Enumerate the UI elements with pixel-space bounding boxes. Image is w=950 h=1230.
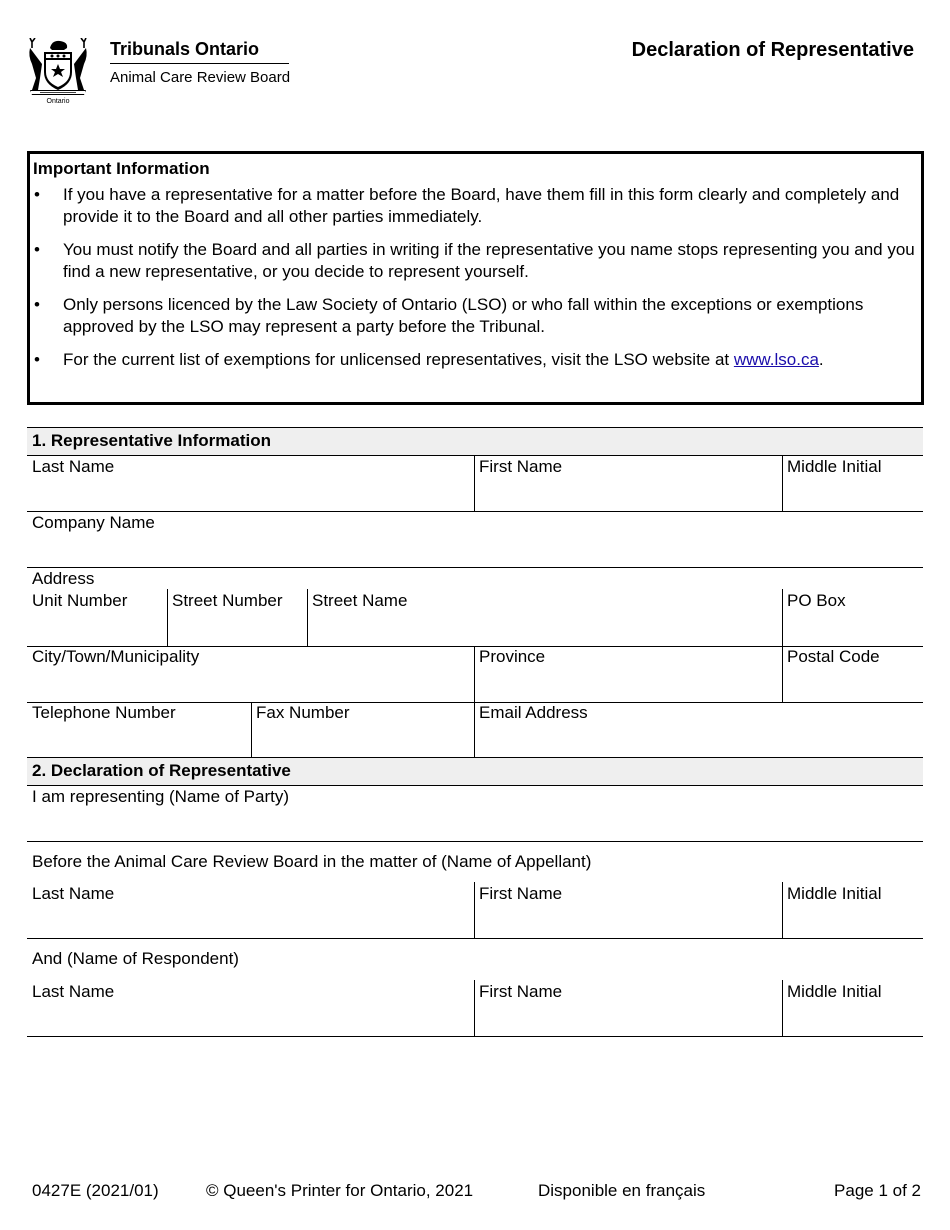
divider — [27, 511, 923, 512]
header-rule — [110, 63, 289, 64]
appellant-first-name-field[interactable]: First Name — [479, 884, 563, 903]
divider — [782, 589, 783, 646]
bullet-icon: • — [34, 240, 40, 259]
organization-name: Tribunals Ontario — [110, 39, 260, 59]
important-information-box — [27, 151, 924, 405]
divider — [782, 882, 783, 938]
ontario-coat-of-arms-logo — [26, 38, 90, 104]
company-name-field[interactable]: Company Name — [32, 513, 155, 532]
rep-last-name-field[interactable]: Last Name — [32, 457, 115, 476]
board-name: Animal Care Review Board — [110, 69, 291, 86]
fax-field[interactable]: Fax Number — [256, 703, 350, 722]
divider — [474, 980, 475, 1036]
respondent-last-name-field[interactable]: Last Name — [32, 982, 115, 1001]
copyright: © Queen's Printer for Ontario, 2021 — [206, 1181, 474, 1200]
info-bullet-text: Only persons licenced by the Law Society of Ontario (LSO) or who fall within the exceptions or exemptions approved by the LSO may represent a party before the Tribunal. — [63, 295, 864, 336]
info-bullet — [33, 349, 915, 371]
street-number-field[interactable]: Street Number — [172, 591, 283, 610]
province-field[interactable]: Province — [479, 647, 546, 666]
divider — [27, 841, 923, 842]
logo-caption: Ontario — [46, 98, 70, 104]
divider — [474, 882, 475, 938]
divider — [782, 646, 783, 702]
respondent-middle-initial-field[interactable]: Middle Initial — [787, 982, 882, 1001]
info-heading: Important Information — [33, 159, 210, 178]
address-label: Address — [32, 569, 95, 588]
page-number: Page 1 of 2 — [834, 1181, 921, 1200]
divider — [27, 938, 923, 939]
unit-number-field[interactable]: Unit Number — [32, 591, 128, 610]
po-box-field[interactable]: PO Box — [787, 591, 846, 610]
representing-party-field[interactable]: I am representing (Name of Party) — [32, 787, 289, 806]
divider — [27, 567, 923, 568]
postal-code-field[interactable]: Postal Code — [787, 647, 880, 666]
bullet-icon: • — [34, 185, 40, 204]
telephone-field[interactable]: Telephone Number — [32, 703, 176, 722]
divider — [474, 456, 475, 512]
respondent-first-name-field[interactable]: First Name — [479, 982, 563, 1001]
lso-website-link[interactable]: www.lso.ca — [733, 350, 819, 369]
respondent-intro: And (Name of Respondent) — [32, 949, 239, 968]
french-availability: Disponible en français — [538, 1181, 706, 1200]
section-2-header: 2. Declaration of Representative — [27, 757, 923, 786]
section-1-header: 1. Representative Information — [27, 427, 923, 456]
divider — [782, 980, 783, 1036]
rep-middle-initial-field[interactable]: Middle Initial — [787, 457, 882, 476]
info-bullet-text: You must notify the Board and all parties in writing if the representative you name stops representing you and you find a new representative, or you decide to represent yourself. — [63, 240, 915, 281]
divider — [251, 702, 252, 758]
bullet-icon: • — [34, 350, 40, 369]
appellant-intro: Before the Animal Care Review Board in the matter of (Name of Appellant) — [32, 852, 592, 871]
link-suffix: . — [818, 350, 824, 369]
form-number: 0427E (2021/01) — [32, 1181, 159, 1200]
appellant-middle-initial-field[interactable]: Middle Initial — [787, 884, 882, 903]
divider — [167, 589, 168, 646]
info-bullet — [33, 294, 915, 338]
divider — [474, 702, 475, 758]
divider — [27, 1036, 923, 1037]
rep-first-name-field[interactable]: First Name — [479, 457, 563, 476]
email-field[interactable]: Email Address — [479, 703, 588, 722]
info-bullet-text: For the current list of exemptions for unlicensed representatives, visit the LSO website at — [63, 350, 734, 369]
divider — [474, 646, 475, 702]
city-field[interactable]: City/Town/Municipality — [32, 647, 200, 666]
bullet-icon: • — [34, 295, 40, 314]
appellant-last-name-field[interactable]: Last Name — [32, 884, 115, 903]
info-bullet — [33, 239, 915, 283]
info-bullet-text: If you have a representative for a matter before the Board, have them fill in this form clearly and completely and provide it to the Board and all other parties immediately. — [63, 185, 900, 226]
form-title: Declaration of Representative — [631, 39, 914, 61]
street-name-field[interactable]: Street Name — [312, 591, 408, 610]
divider — [307, 589, 308, 646]
info-bullet — [33, 184, 915, 228]
divider — [782, 456, 783, 512]
